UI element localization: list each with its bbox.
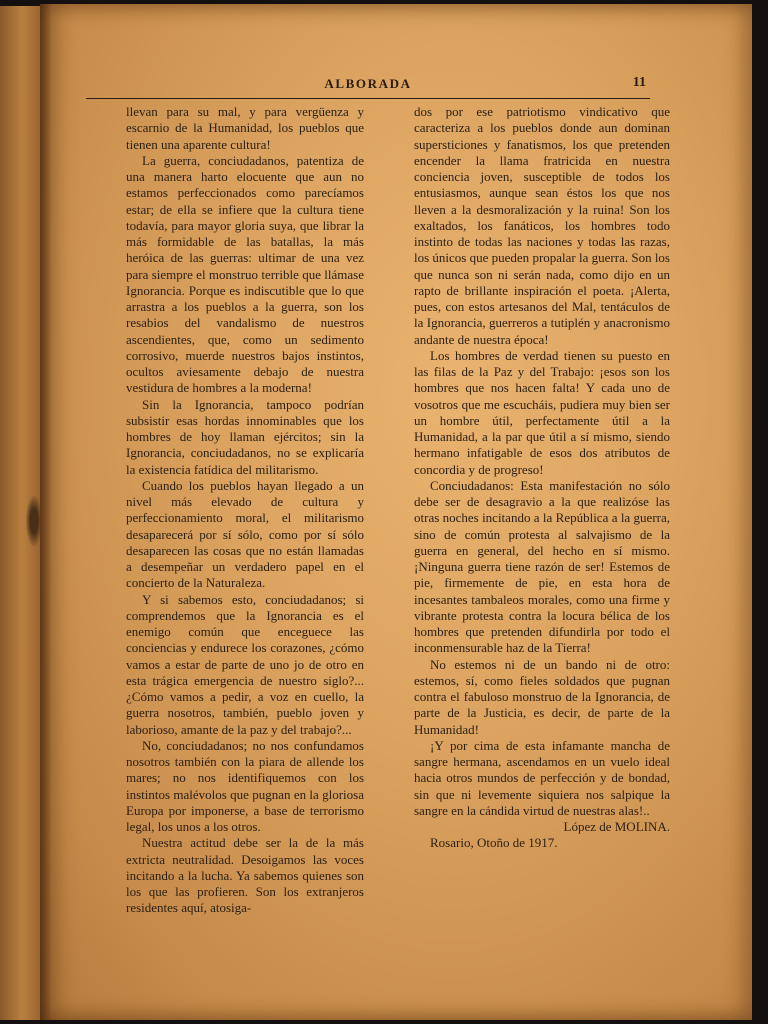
paragraph: La guerra, conciudadanos, patentiza de una manera harto elocuente que aun no estamos perfeccionados como parecíamos estar; de ella se infiere que la cultura tiene todavía, para mayor gloria suya, que librar la más formidable de las batallas, la más heróica de las guerras: ultimar de una vez para siempre el monstruo terrible que llámase Ignorancia. Porque es indiscutible que lo que arrastra a los pueblos a la guerra, son los resabios del vandalismo de nuestros ascendientes, que, como un sedimento corrosivo, muerde nuestros bajos instintos, ocultos aviesamente debajo de nuestra vestidura de hombres a la moderna! bbox=[126, 152, 364, 396]
paragraph: llevan para su mal, y para vergüenza y escarnio de la Humanidad, los pueblos que tienen una aparente cultura! bbox=[126, 104, 364, 152]
page-gutter-shadow bbox=[40, 4, 52, 1020]
facing-page-edge bbox=[0, 6, 40, 1020]
paragraph: Nuestra actitud debe ser la de la más extricta neutralidad. Desoigamos las voces incitando a la lucha. Ya sabemos quienes son los que las profieren. Son los extranjeros residentes aquí, atosiga- bbox=[126, 835, 364, 916]
paragraph: ¡Y por cima de esta infamante mancha de sangre hermana, ascendamos en un vuelo ideal hacia otros mundos de perfección y de bondad, sin que ni levemente siquiera nos salpique la sangre en la cándida virtud de nuestras alas!.. bbox=[414, 737, 670, 818]
paragraph: Sin la Ignorancia, tampoco podrían subsistir esas hordas innominables que los hombres de hoy llaman ejércitos; sin la Ignorancia, conciudadanos, no se explicaría la existencia fatídica del militarismo. bbox=[126, 396, 364, 477]
paragraph: dos por ese patriotismo vindicativo que caracteriza a los pueblos donde aun dominan supersticiones y fanatismos, los que pretenden encender la llama fratricida en nuestra conciencia joven, susceptible de todos los entusiasmos, aunque sean éstos los que nos lleven a la desmoralización y la ruina! Son los exaltados, los fanáticos, los hombres todo instinto de todas las naciones y todas las razas, los únicos que pueden propalar la guerra. Son los que nunca son ni serán nada, como dijo en un rapto de brillante inspiración el poeta. ¡Alerta, pues, con estos artesanos del Mal, tentáculos de la Ignorancia, guerreros a tutiplén y anacronismo andante de nuestra época! bbox=[414, 104, 670, 347]
author-signature: López de MOLINA. bbox=[563, 819, 670, 834]
right-text-column bbox=[414, 104, 670, 852]
page-number: 11 bbox=[632, 75, 646, 90]
left-text-column bbox=[126, 104, 364, 917]
paragraph: Cuando los pueblos hayan llegado a un nivel más elevado de cultura y perfeccionamiento moral, el militarismo desaparecerá por sí sólo, como por sí sólo desaparecen las cosas que no están llamadas a desempeñar un verdadero papel en el concierto de la Naturaleza. bbox=[126, 477, 364, 591]
paragraph: Y si sabemos esto, conciudadanos; si comprendemos que la Ignorancia es el enemigo común que enceguece las conciencias y endurece los corazones, ¿cómo vamos a estar de parte de uno jo de otro en esta trágica emergencia de nuestro siglo?... ¿Cómo vamos a pedir, a voz en cuello, la guerra nosotros, también, pueblo joven y laborioso, amante de la paz y del trabajo?... bbox=[126, 591, 364, 737]
paragraph: Conciudadanos: Esta manifestación no sólo debe ser de desagravio a la que realizóse las otras noches incitando a la República a la guerra, sino de común protesta al salvajismo de la guerra en general, del hecho en sí mismo. ¡Ninguna guerra tiene razón de ser! Estemos de pie, firmemente de pie, en esta hora de incesantes tambaleos morales, como una firme y vibrante protesta contra la locura bélica de los hombres que pretenden difundirla por todo el inconmensurable haz de la Tierra! bbox=[414, 477, 670, 656]
magazine-title: ALBORADA bbox=[324, 76, 412, 91]
place-date: Rosario, Otoño de 1917. bbox=[430, 835, 558, 851]
running-header bbox=[86, 74, 650, 99]
paragraph: Los hombres de verdad tienen su puesto en las filas de la Paz y del Trabajo: ¡esos son los hombres que nos hacen falta! Y cada uno de vosotros que me escucháis, pudiera muy bien ser un hombre útil, perfectamente útil a la Humanidad, a la par que útil a sí mismo, siendo hermano infatigable de esos dos atributos de concordia y de progreso! bbox=[414, 347, 670, 477]
paragraph: No, conciudadanos; no nos confundamos nosotros también con la piara de allende los mares; no nos identifiquemos con los instintos malévolos que pugnan en la gloriosa Europa por imponerse, a base de terrorismo legal, los unos a los otros. bbox=[126, 737, 364, 834]
paragraph: No estemos ni de un bando ni de otro: estemos, sí, como fieles soldados que pugnan contra el fabuloso monstruo de la Ignorancia, de parte de la Justicia, es decir, de parte de la Humanidad! bbox=[414, 656, 670, 737]
